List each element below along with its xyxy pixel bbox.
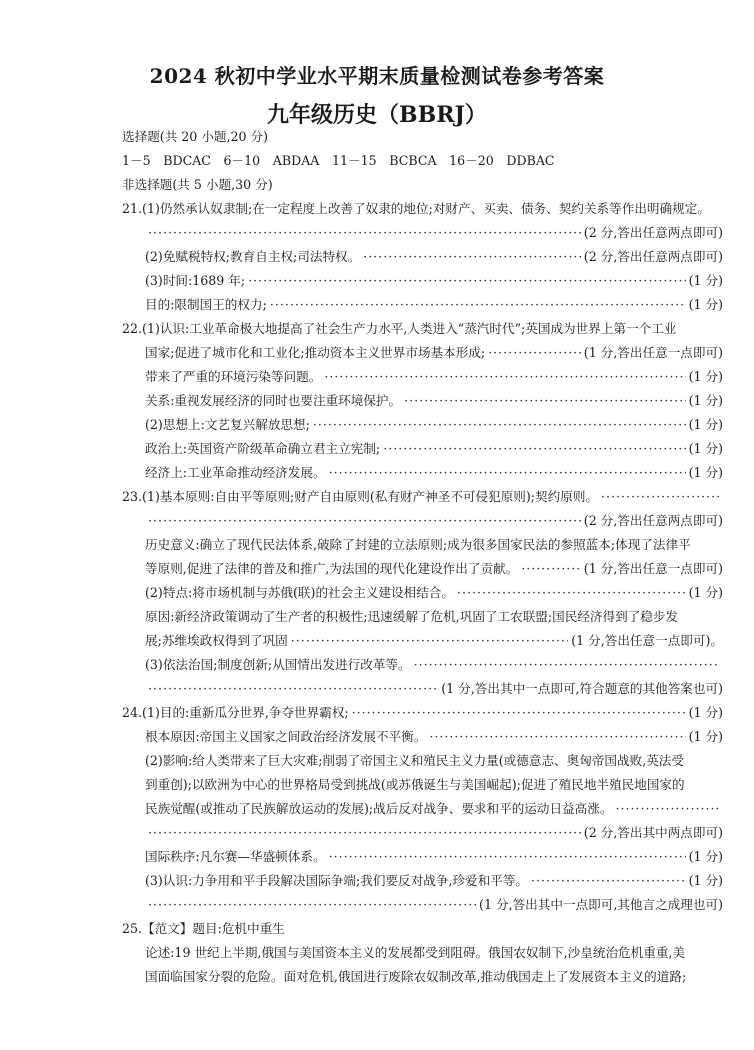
answer-text: (3)认识:力争用和平手段解决国际争端;我们要反对战争,珍爱和平等。 xyxy=(145,873,528,888)
dot-leader xyxy=(148,512,581,530)
q23-line-4 xyxy=(145,560,723,578)
answer-text: (2)免赋税特权;教育自主权;司法特权。 xyxy=(145,249,361,264)
dot-leader xyxy=(329,464,686,482)
q21-line-4 xyxy=(145,296,723,314)
dot-leader xyxy=(291,632,568,650)
answer-text: 展;苏维埃政权得到了巩固 xyxy=(145,633,288,648)
answer-text: 等原则,促进了法律的普及和推广,为法国的现代化建设作出了贡献。 xyxy=(145,561,519,576)
mc-section-header: 选择题(共 20 小题,20 分) xyxy=(122,129,269,144)
score-note: (2 分,答出其中两点即可) xyxy=(583,825,723,840)
q22-line-2 xyxy=(145,344,723,362)
answer-text: 24.(1)目的:重新瓜分世界,争夺世界霸权; xyxy=(122,705,349,720)
dot-leader xyxy=(148,896,476,914)
score-note: (1 分,答出其中一点即可,其他言之成理也可) xyxy=(479,897,723,912)
document-title: 2024 秋初中学业水平期末质量检测试卷参考答案 xyxy=(149,64,605,88)
dot-leader xyxy=(429,728,685,746)
q24-line-3: (2)影响:给人类带来了巨大灾难;削弱了帝国主义和殖民主义力量(或德意志、奥匈帝国战败,英法受 xyxy=(145,753,684,768)
score-note: (2 分,答出任意两点即可) xyxy=(583,513,723,528)
score-note: (1 分) xyxy=(688,729,723,744)
q24-score-row-1 xyxy=(145,824,723,842)
dot-leader xyxy=(148,824,581,842)
q24-line-8 xyxy=(145,872,723,890)
dot-leader xyxy=(248,272,685,290)
score-note: (1 分) xyxy=(688,393,723,408)
q23-line-8 xyxy=(145,656,723,674)
dot-leader xyxy=(270,296,686,314)
q22-line-3 xyxy=(145,368,723,386)
answer-text: 经济上:工业革命推动经济发展。 xyxy=(145,465,326,480)
q22-line-7 xyxy=(145,464,723,482)
q22-line-5 xyxy=(145,416,723,434)
answer-text: 国际秩序:凡尔赛—华盛顿体系。 xyxy=(145,849,326,864)
q23-score-row-2 xyxy=(145,680,723,698)
dot-leader xyxy=(363,248,581,266)
dot-leader xyxy=(457,584,686,602)
score-note: (1 分,答出其中一点即可,符合题意的其他答案也可) xyxy=(441,681,723,696)
q23-line-3: 历史意义:确立了现代民法体系,破除了封建的立法原则;成为很多国家民法的参照蓝本;体现了法律平 xyxy=(145,537,691,552)
dot-leader xyxy=(404,392,685,410)
q21-line-3 xyxy=(145,272,723,290)
q24-line-7 xyxy=(145,848,723,866)
dot-leader xyxy=(383,440,685,458)
answer-text: (2)特点:将市场机制与苏俄(联)的社会主义建设相结合。 xyxy=(145,585,454,600)
score-note: (1 分) xyxy=(688,873,723,888)
answer-text: 23.(1)基本原则:自由平等原则;财产自由原则(私有财产神圣不可侵犯原则);契约原则。 xyxy=(122,489,599,504)
q21-line-1: 21.(1)仍然承认奴隶制;在一定程度上改善了奴隶的地位;对财产、买卖、债务、契约关系等作出明确规定。 xyxy=(122,201,710,216)
answer-text: 带来了严重的环境污染等问题。 xyxy=(145,369,322,384)
q23-line-1 xyxy=(122,488,723,506)
dot-leader xyxy=(324,368,685,386)
dot-leader xyxy=(488,344,581,362)
dot-leader xyxy=(414,656,720,674)
dot-leader xyxy=(531,872,686,890)
answer-text: (3)依法治国;制度创新;从国情出发进行改革等。 xyxy=(145,657,411,672)
answer-text: (3)时间:1689 年; xyxy=(145,273,246,288)
q24-line-4: 到重创);以欧洲为中心的世界格局受到挑战(或苏俄诞生与美国崛起);促进了殖民地半殖民地国家的 xyxy=(145,777,685,792)
score-note: (1 分) xyxy=(688,297,723,312)
q22-line-6 xyxy=(145,440,723,458)
q25-line-3: 国面临国家分裂的危险。面对危机,俄国进行废除农奴制改革,推动俄国走上了发展资本主义的道路; xyxy=(145,969,687,984)
q23-line-6: 原因:新经济政策调动了生产者的积极性;迅速缓解了危机,巩固了工农联盟;国民经济得到了稳步发 xyxy=(145,609,679,624)
score-note: (1 分) xyxy=(688,273,723,288)
dot-leader xyxy=(615,800,720,818)
mc-answers: 1－5 BDCAC 6－10 ABDAA 11－15 BCBCA 16－20 DDBAC xyxy=(122,153,555,168)
q23-line-7 xyxy=(145,632,723,650)
q23-line-5 xyxy=(145,584,723,602)
q25-line-2: 论述:19 世纪上半期,俄国与美国资本主义的发展都受到阻碍。俄国农奴制下,沙皇统治危机重重,美 xyxy=(145,945,686,960)
answer-text: 民族觉醒(或推动了民族解放运动的发展);战后反对战争、要求和平的运动日益高涨。 xyxy=(145,801,613,816)
dot-leader xyxy=(148,680,438,698)
answer-text: 目的:限制国王的权力; xyxy=(145,297,267,312)
nmc-section-header: 非选择题(共 5 小题,30 分) xyxy=(122,177,273,192)
dot-leader xyxy=(313,416,686,434)
answer-text: 关系:重视发展经济的同时也要注重环境保护。 xyxy=(145,393,402,408)
q25-line-1: 25.【范文】题目:危机中重生 xyxy=(122,921,285,936)
score-note: (1 分,答出任意一点即可) xyxy=(583,561,723,576)
score-note: (1 分) xyxy=(688,585,723,600)
score-note: (1 分,答出任意一点即可)。 xyxy=(571,633,723,648)
q24-line-2 xyxy=(145,728,723,746)
score-note: (1 分) xyxy=(688,441,723,456)
answer-text: 国家;促进了城市化和工业化;推动资本主义世界市场基本形成; xyxy=(145,345,486,360)
q22-line-4 xyxy=(145,392,723,410)
q24-score-row-2 xyxy=(145,896,723,914)
dot-leader xyxy=(148,224,581,242)
score-note: (1 分) xyxy=(688,417,723,432)
score-note: (1 分) xyxy=(688,465,723,480)
dot-leader xyxy=(521,560,581,578)
score-note: (1 分,答出任意一点即可) xyxy=(583,345,723,360)
score-note: (2 分,答出任意两点即可) xyxy=(583,225,723,240)
q23-score-row-1 xyxy=(145,512,723,530)
answer-text: (2)思想上:文艺复兴解放思想; xyxy=(145,417,310,432)
score-note: (1 分) xyxy=(688,849,723,864)
q24-line-5 xyxy=(145,800,723,818)
dot-leader xyxy=(601,488,720,506)
score-note: (2 分,答出任意两点即可) xyxy=(583,249,723,264)
answer-text: 根本原因:帝国主义国家之间政治经济发展不平衡。 xyxy=(145,729,427,744)
dot-leader xyxy=(352,704,686,722)
score-note: (1 分) xyxy=(688,369,723,384)
q24-line-1 xyxy=(122,704,723,722)
dot-leader xyxy=(329,848,686,866)
q22-line-1: 22.(1)认识:工业革命极大地提高了社会生产力水平,人类进入“蒸汽时代”;英国成为世界上第一个工业 xyxy=(122,321,677,336)
score-note: (1 分) xyxy=(688,705,723,720)
answer-text: 政治上:英国资产阶级革命确立君主立宪制; xyxy=(145,441,381,456)
q21-line-2 xyxy=(145,248,723,266)
document-subtitle: 九年级历史（BBRJ） xyxy=(267,102,487,128)
q21-score-row-1 xyxy=(145,224,723,242)
